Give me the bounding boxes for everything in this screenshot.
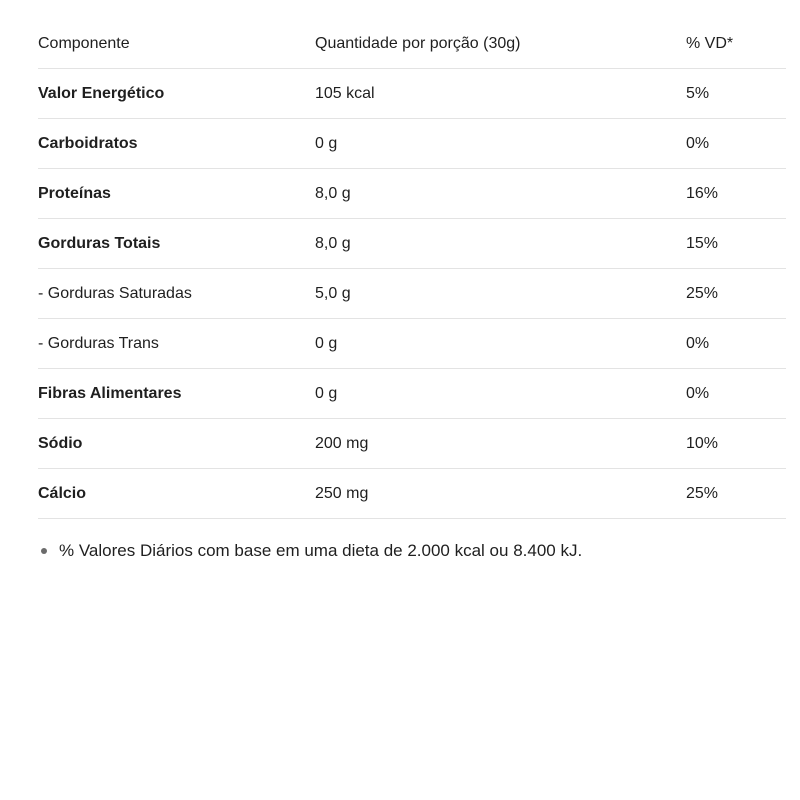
row-amount: 200 mg [315,419,686,469]
table-row [38,269,786,319]
header-component: Componente [38,20,315,69]
table-row [38,369,786,419]
row-amount: 0 g [315,119,686,169]
row-daily-value: 15% [686,219,786,269]
row-daily-value: 16% [686,169,786,219]
table-row [38,219,786,269]
row-name: - Gorduras Trans [38,319,315,369]
row-amount: 0 g [315,369,686,419]
row-name: Sódio [38,419,315,469]
row-amount: 250 mg [315,469,686,519]
row-name: Carboidratos [38,119,315,169]
table-row [38,469,786,519]
table-header-row [38,20,786,69]
row-name: - Gorduras Saturadas [38,269,315,319]
header-amount: Quantidade por porção (30g) [315,20,686,69]
row-daily-value: 5% [686,69,786,119]
row-amount: 5,0 g [315,269,686,319]
bullet-icon [41,548,47,554]
table-row [38,319,786,369]
nutrition-table [38,20,786,519]
row-name: Fibras Alimentares [38,369,315,419]
table-row [38,169,786,219]
row-daily-value: 0% [686,369,786,419]
row-daily-value: 25% [686,469,786,519]
row-daily-value: 25% [686,269,786,319]
row-amount: 105 kcal [315,69,686,119]
row-amount: 0 g [315,319,686,369]
row-daily-value: 0% [686,319,786,369]
row-daily-value: 10% [686,419,786,469]
row-daily-value: 0% [686,119,786,169]
row-name: Gorduras Totais [38,219,315,269]
row-name: Valor Energético [38,69,315,119]
row-amount: 8,0 g [315,219,686,269]
row-amount: 8,0 g [315,169,686,219]
nutrition-section [38,20,786,561]
footnote [38,541,786,561]
row-name: Cálcio [38,469,315,519]
table-row [38,419,786,469]
header-daily-value: % VD* [686,20,786,69]
table-row [38,69,786,119]
table-row [38,119,786,169]
footnote-text: % Valores Diários com base em uma dieta de 2.000 kcal ou 8.400 kJ. [59,541,583,560]
row-name: Proteínas [38,169,315,219]
